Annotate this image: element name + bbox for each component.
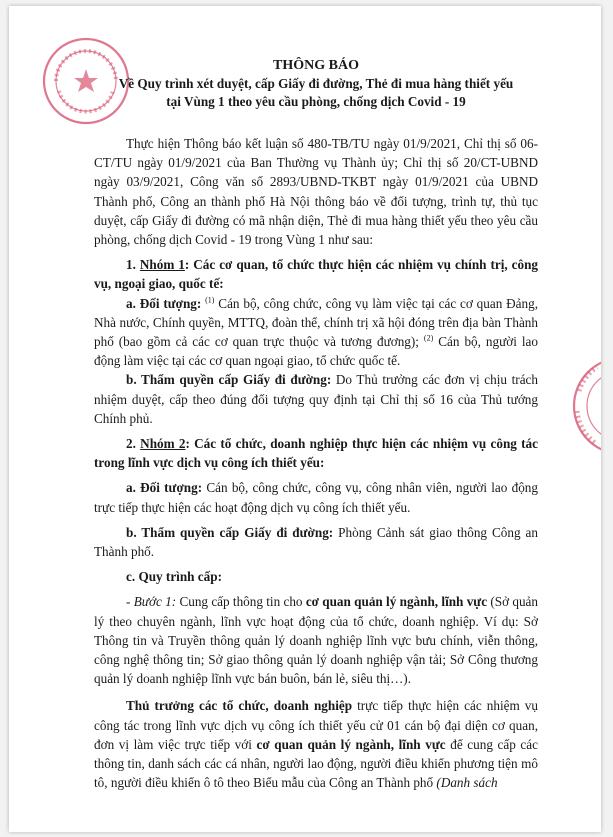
intro-paragraph: Thực hiện Thông báo kết luận số 480-TB/TU ngày 01/9/2021, Chỉ thị số 06-CT/TU ngày 01/9/2021 của Ban Thường vụ Thành ủy; Chỉ thị số 20/CT-UBND ngày 03/9/2021, Công văn số 2893/UBND-TKBT ngày 01/9/2021 của UBND Thành phố, Công an thành phố Hà Nội thông báo về đối tượng, trình tự, thủ tục duyệt, cấp Giấy đi đường có mã nhận diện, Thẻ đi mua hàng thiết yếu theo yêu cầu phòng, chống dịch Covid - 19 trong Vùng 1 như sau: xyxy=(94,136,538,248)
group2-heading: 2. Nhóm 2: Các tổ chức, doanh nghiệp thực hiện các nhiệm vụ công tác trong lĩnh vực dịch vụ công ích thiết yếu: xyxy=(94,436,538,471)
group1-authority: b. Thẩm quyền cấp Giấy đi đường: Do Thủ trưởng các đơn vị chịu trách nhiệm duyệt, cấp theo đúng đối tượng quy định tại Chỉ thị số 16 của Thủ tướng Chính phủ. xyxy=(94,372,538,426)
head-of-organizations-paragraph: Thủ trưởng các tổ chức, doanh nghiệp trực tiếp thực hiện các nhiệm vụ công tác trong lĩnh vực dịch vụ công ích thiết yếu cử 01 cán bộ đại diện cơ quan, đơn vị làm việc trực tiếp với cơ quan quản lý ngành, lĩnh vực để cung cấp các thông tin, danh sách các cá nhân, người lao động, người điều khiển phương tiện mô tô, người điều khiển ô tô theo Biểu mẫu của Công an Thành phố (Danh sách xyxy=(94,698,538,791)
step1-paragraph: - Bước 1: Cung cấp thông tin cho cơ quan quản lý ngành, lĩnh vực (Sở quản lý theo chuyên ngành, lĩnh vực hoạt động của tổ chức, doanh nghiệp. Ví dụ: Sở Thông tin và Truyền thông quản lý doanh nghiệp lĩnh vực bưu chính, viễn thông, công nghệ thông tin; Sở giao thông quản lý doanh nghiệp vận tải; Sở Công thương quản lý doanh nghiệp lĩnh vực bán buôn, bán lẻ, siêu thị…). xyxy=(94,594,538,687)
official-seal-right xyxy=(567,351,601,461)
group2-subject-label: a. Đối tượng: xyxy=(126,480,203,496)
group1-label: Nhóm 1 xyxy=(139,257,185,273)
group1-heading: 1. Nhóm 1: Các cơ quan, tổ chức thực hiện các nhiệm vụ chính trị, công vụ, ngoại giao, quốc tế: xyxy=(94,257,539,292)
document-subtitle-line2: tại Vùng 1 theo yêu cầu phòng, chống dịch Covid - 19 xyxy=(166,94,466,109)
step1-label: Bước 1: xyxy=(133,594,177,610)
group1-authority-label: b. Thẩm quyền cấp Giấy đi đường: xyxy=(126,372,332,388)
document-body xyxy=(94,57,538,793)
title-block xyxy=(94,57,538,111)
group2-procedure-heading: c. Quy trình cấp: xyxy=(126,569,222,585)
group2-subject: a. Đối tượng: Cán bộ, công chức, công vụ, công nhân viên, người lao động trực tiếp thực hiện các hoạt động dịch vụ công ích thiết yếu. xyxy=(94,480,538,515)
group2-authority-label: b. Thẩm quyền cấp Giấy đi đường: xyxy=(126,524,334,540)
document-page xyxy=(9,6,601,832)
group2-label: Nhóm 2 xyxy=(140,436,186,452)
group1-subject-label: a. Đối tượng: xyxy=(126,295,202,311)
document-subtitle-line1: Về Quy trình xét duyệt, cấp Giấy đi đường, Thẻ đi mua hàng thiết yếu xyxy=(118,76,514,91)
group1-subject: a. Đối tượng: $^{(1)}$ Cán bộ, công chức, công vụ làm việc tại các cơ quan Đảng, Nhà nước, Chính quyền, MTTQ, đoàn thể, chính trị xã hội đóng trên địa bàn Thành phố (bao gồm cả các cơ quan trực thuộc và tương đương); $^{(2)}$ Cán bộ, người lao động làm việc tại các cơ quan ngoại giao, tổ chức quốc tế. xyxy=(94,295,538,369)
group2-authority: b. Thẩm quyền cấp Giấy đi đường: Phòng Cảnh sát giao thông Công an Thành phố. xyxy=(94,524,538,560)
document-title: THÔNG BÁO xyxy=(273,58,359,73)
